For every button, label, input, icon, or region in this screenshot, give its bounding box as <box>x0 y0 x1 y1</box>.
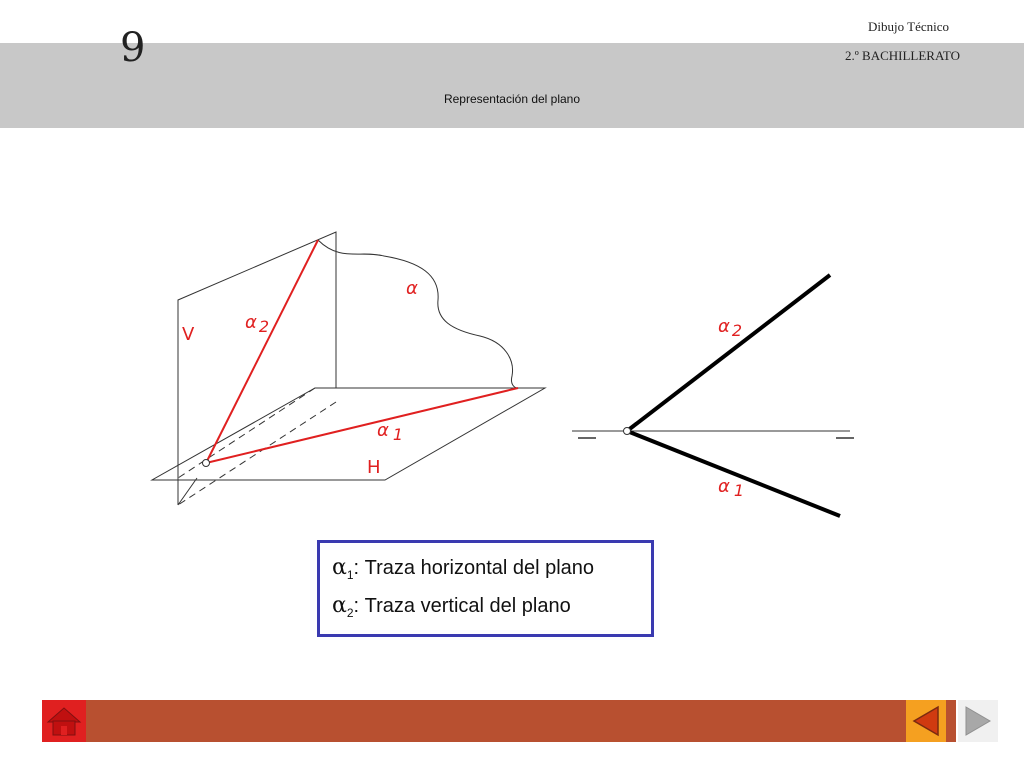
trace-alpha-1-3d <box>206 388 518 463</box>
intersection-point-3d <box>203 460 210 467</box>
course-label: 2.º BACHILLERATO <box>845 48 961 63</box>
plane-alpha-outline <box>318 240 518 388</box>
previous-button[interactable] <box>906 700 946 742</box>
label-horizontal-plane: H <box>367 457 381 478</box>
label-alpha-plane: α <box>406 278 418 299</box>
label-vertical-plane: V <box>182 324 195 345</box>
subject-label: Dibujo Técnico <box>868 19 949 34</box>
topic-title: Representación del plano <box>443 92 581 106</box>
unit-number: 9 <box>120 25 146 71</box>
label-alpha-2-3d: α 2 <box>245 312 270 336</box>
right-dihedral-figure <box>572 275 854 516</box>
home-button[interactable] <box>42 700 86 742</box>
label-alpha-2-dihedral: α 2 <box>718 316 743 340</box>
legend-line-horizontal-trace <box>332 555 594 582</box>
legend-box <box>317 540 654 637</box>
arrow-left-icon <box>906 700 946 742</box>
legend-text: : Traza vertical del plano <box>353 595 571 617</box>
legend-line-vertical-trace <box>332 593 571 620</box>
legend-symbol: α <box>332 555 347 580</box>
vertical-plane <box>178 232 336 505</box>
legend-index: 1 <box>346 568 354 582</box>
left-traces <box>206 240 518 463</box>
trace-alpha-1-dihedral <box>627 431 840 516</box>
trace-alpha-2-dihedral <box>627 275 830 431</box>
legend-text: : Traza horizontal del plano <box>353 557 595 579</box>
home-icon <box>42 700 86 742</box>
next-button[interactable] <box>958 700 998 742</box>
trace-alpha-2-3d <box>206 240 318 463</box>
footer-bar <box>42 700 956 742</box>
intersection-point-dihedral <box>624 428 631 435</box>
legend-symbol: α <box>332 593 347 618</box>
label-alpha-1-dihedral: α 1 <box>718 476 745 500</box>
legend-index: 2 <box>346 606 354 620</box>
arrow-right-icon <box>958 700 998 742</box>
horizontal-plane <box>152 388 545 480</box>
label-alpha-1-3d: α 1 <box>377 420 404 444</box>
left-3d-figure <box>152 232 545 505</box>
